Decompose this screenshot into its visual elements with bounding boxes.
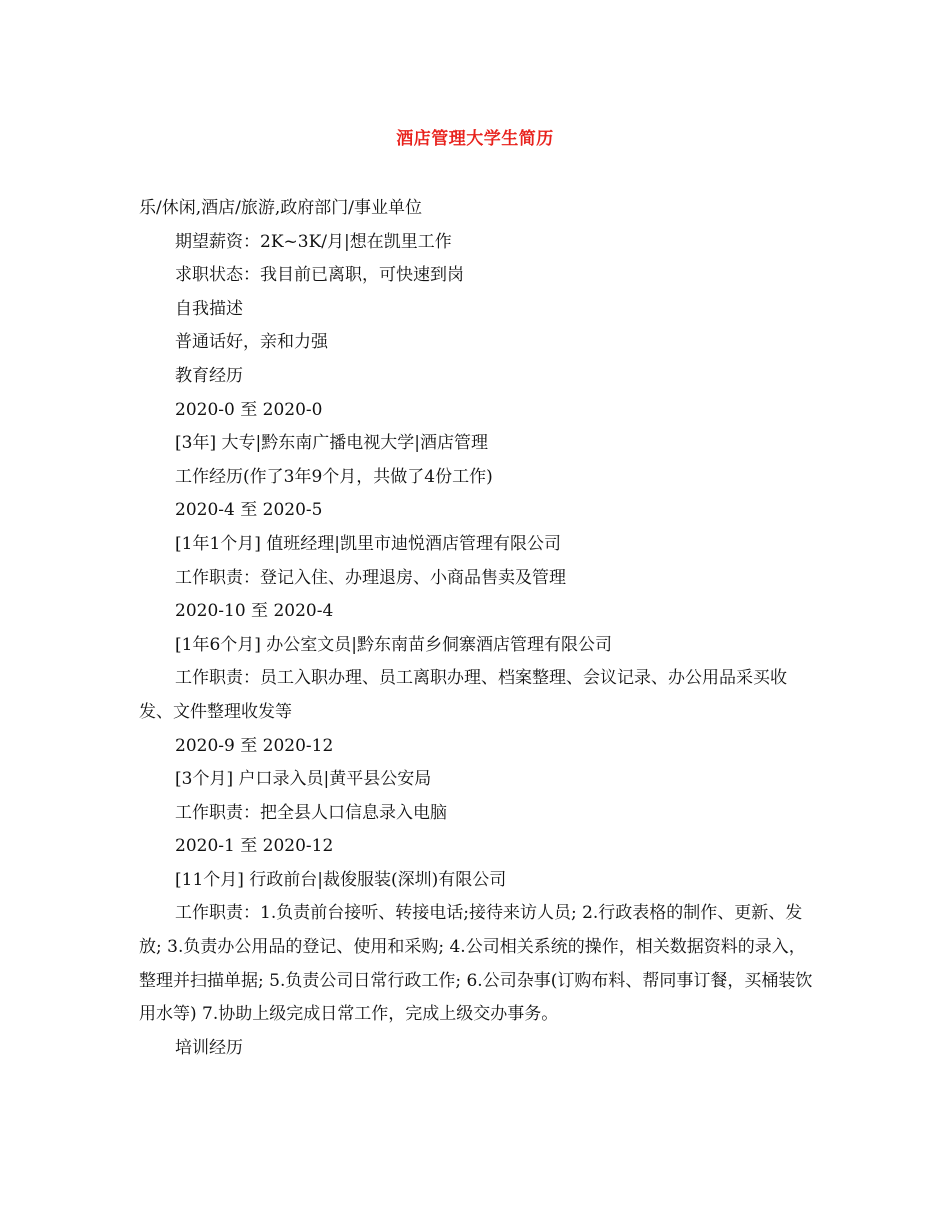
education-date: 2020-0 至 2020-0 — [175, 399, 323, 420]
job-2-title: [1年6个月] 办公室文员|黔东南苗乡侗寨酒店管理有限公司 — [175, 634, 613, 655]
job-4-date: 2020-1 至 2020-12 — [175, 836, 334, 857]
job-status-line: 求职状态：我目前已离职，可快速到岗 — [175, 265, 464, 286]
job-3-title: [3个月] 户口录入员|黄平县公安局 — [175, 769, 432, 790]
self-description-text: 普通话好，亲和力强 — [175, 332, 328, 353]
education-heading: 教育经历 — [175, 365, 243, 386]
expected-salary-line: 期望薪资：2K~3K/月|想在凯里工作 — [175, 231, 452, 252]
self-description-heading: 自我描述 — [175, 298, 243, 319]
job-2-duties: 工作职责：员工入职办理、员工离职办理、档案整理、会议记录、办公用品采买收发、文件整理收发等 — [139, 668, 787, 722]
job-4-duties: 工作职责：1.负责前台接听、转接电话;接待来访人员; 2.行政表格的制作、更新、发放; 3.负责办公用品的登记、使用和采购; 4.公司相关系统的操作，相关数据资料的录入，整理并扫描单据; 5.负责公司日常行政工作; 6.公司杂事(订购布料、帮同事订餐，买桶装饮用水等) 7.协助上级完成日常工作，完成上级交办事务。 — [139, 903, 813, 1025]
job-1-title: [1年1个月] 值班经理|凯里市迪悦酒店管理有限公司 — [175, 533, 562, 554]
resume-body — [139, 192, 815, 1065]
work-history-heading: 工作经历(作了3年9个月，共做了4份工作) — [175, 466, 493, 487]
training-heading: 培训经历 — [175, 1037, 243, 1058]
job-2-date: 2020-10 至 2020-4 — [175, 601, 334, 622]
document-title: 酒店管理大学生简历 — [396, 129, 554, 149]
job-3-duties: 工作职责：把全县人口信息录入电脑 — [175, 802, 447, 823]
job-1-date: 2020-4 至 2020-5 — [175, 500, 323, 521]
job-3-date: 2020-9 至 2020-12 — [175, 735, 334, 756]
education-detail: [3年] 大专|黔东南广播电视大学|酒店管理 — [175, 433, 488, 454]
job-4-title: [11个月] 行政前台|裁俊服装(深圳)有限公司 — [175, 869, 507, 890]
job-1-duties: 工作职责：登记入住、办理退房、小商品售卖及管理 — [175, 567, 566, 588]
industry-line: 乐/休闲,酒店/旅游,政府部门/事业单位 — [139, 198, 422, 218]
